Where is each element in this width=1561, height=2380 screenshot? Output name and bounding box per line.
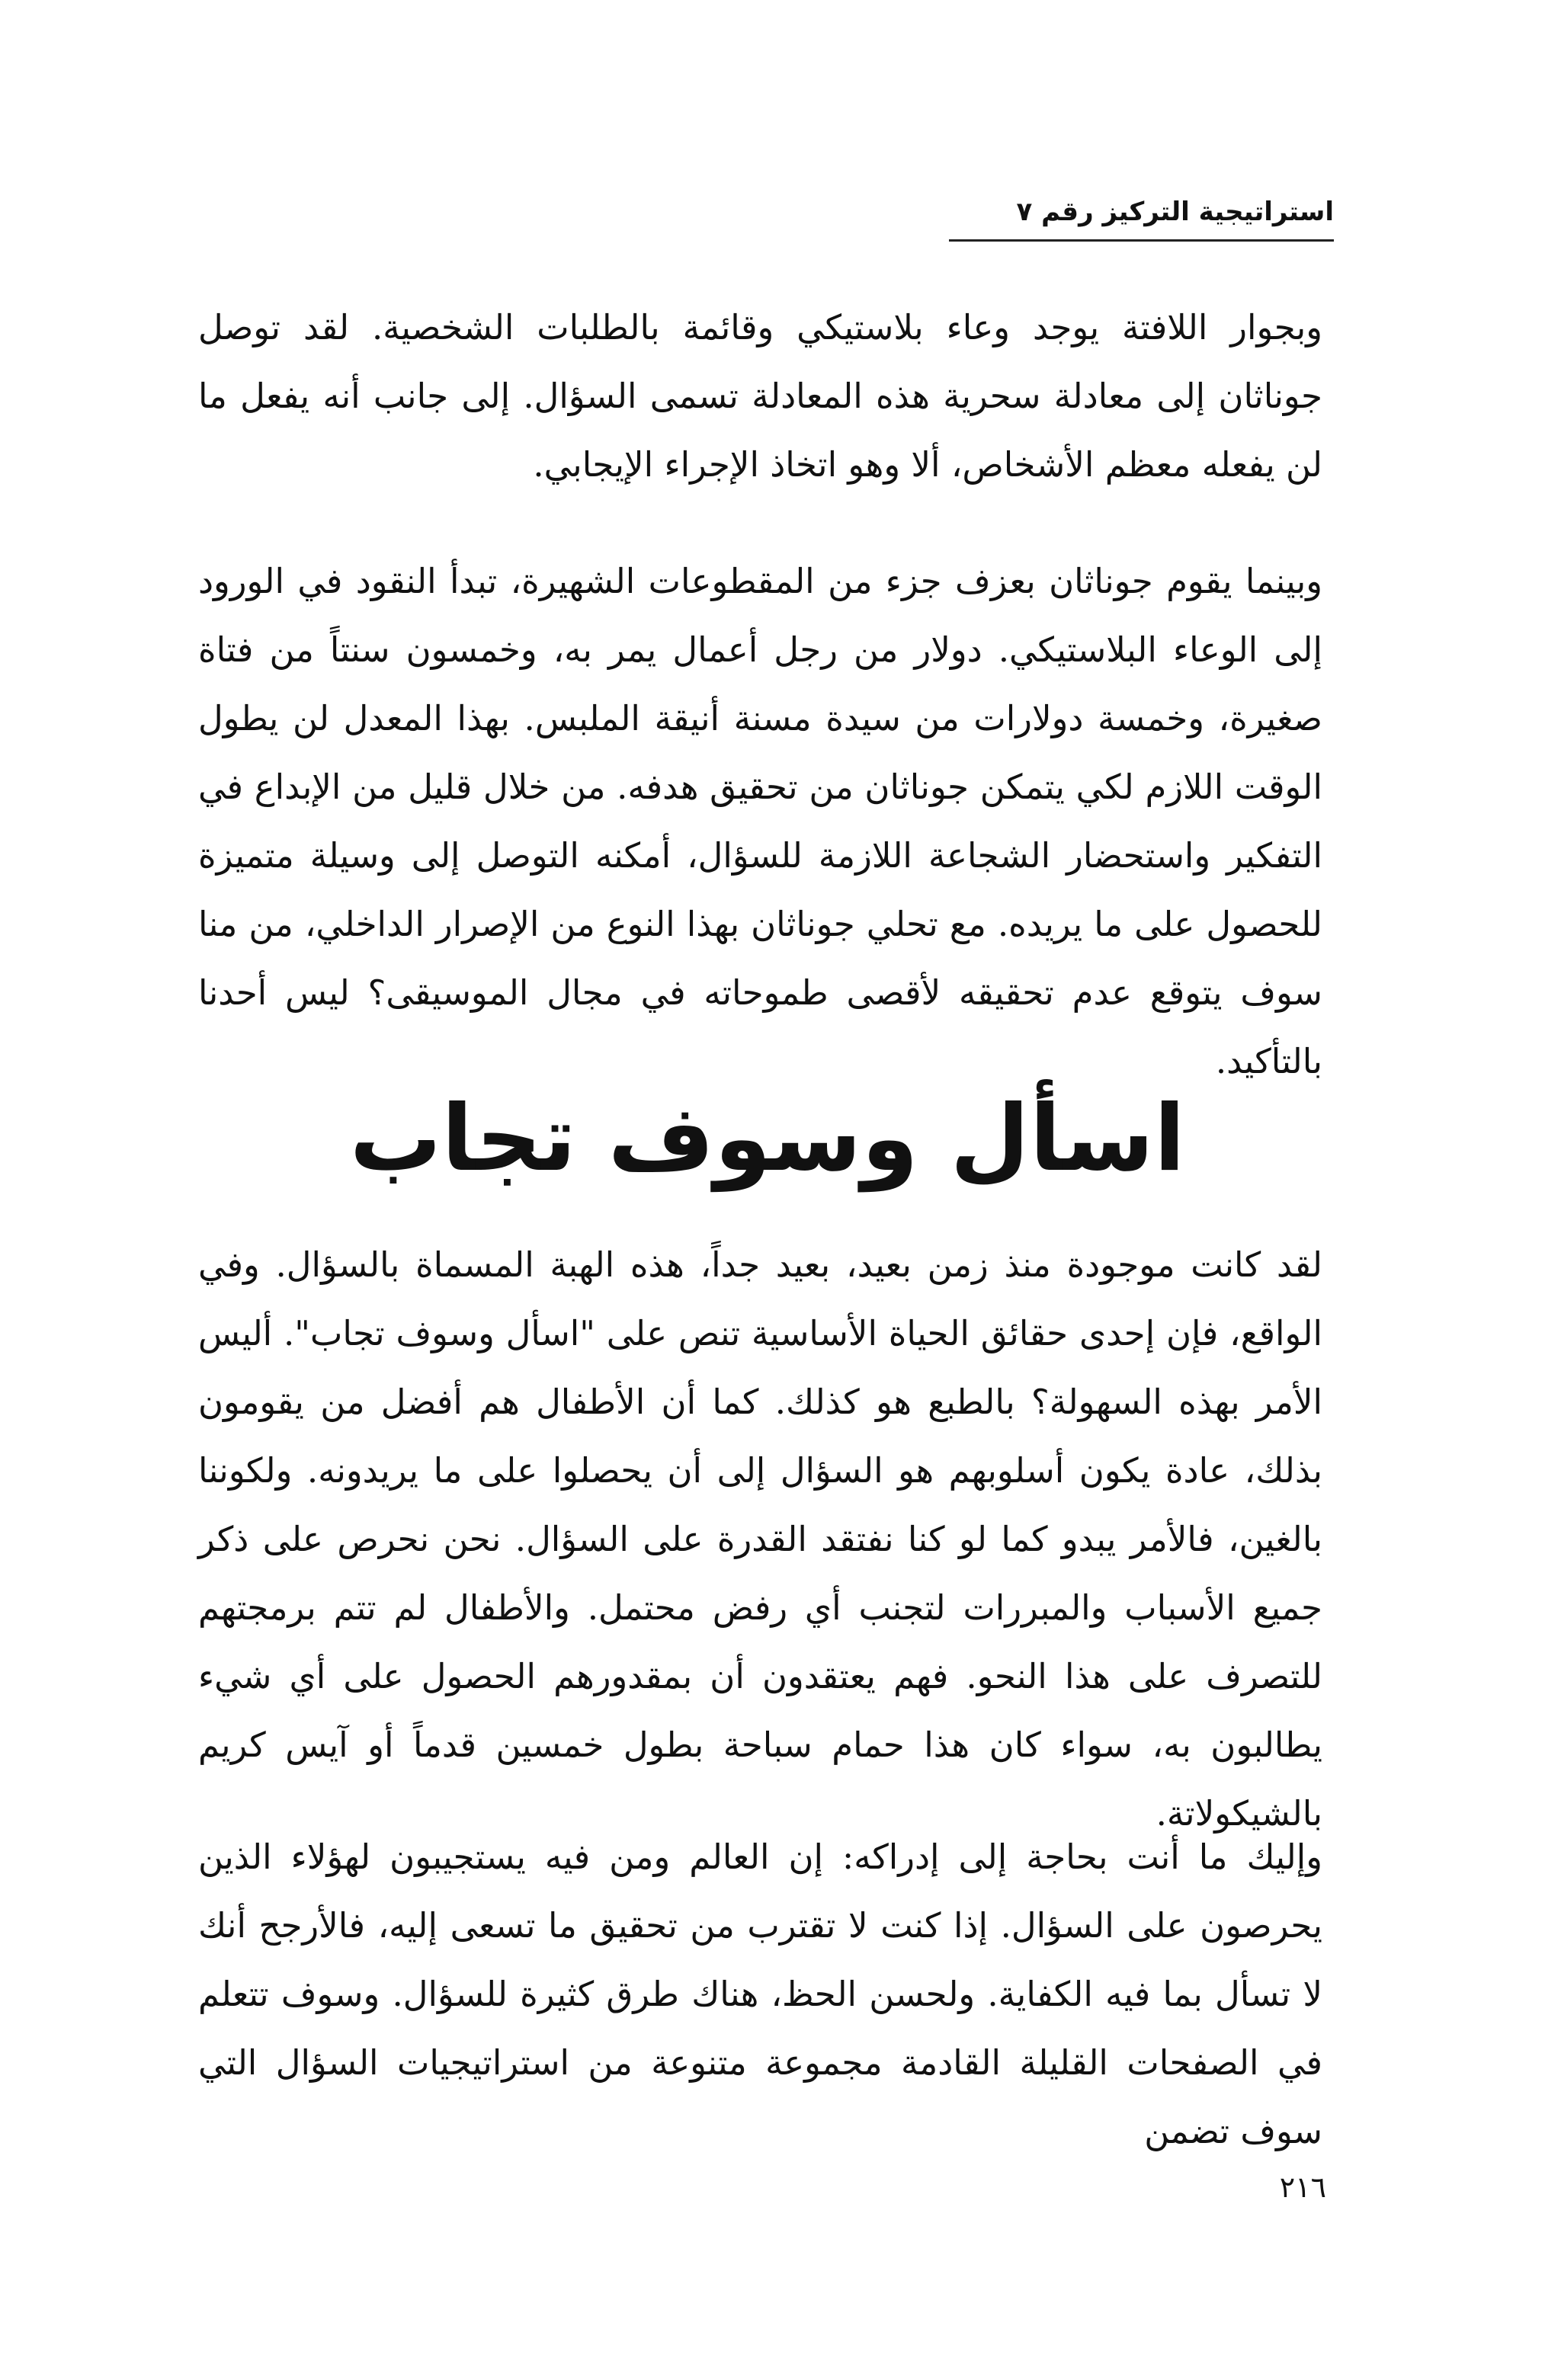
paragraph: وإليك ما أنت بحاجة إلى إدراكه: إن العالم ومن فيه يستجيبون لهؤلاء الذين يحرصون على السؤال. إذا كنت لا تقترب من تحقيق ما تسعى إليه، فالأرجح أنك لا تسأل بما فيه الكفاية. ولحسن الحظ، هناك طرق كثيرة للسؤال. وسوف تتعلم في الصفحات القليلة القادمة مجموعة متنوعة من استراتيجيات السؤال التي سوف تضمن [198, 1837, 1322, 2151]
running-header: استراتيجية التركيز رقم ٧ [949, 191, 1334, 242]
page-number: ٢١٦ [1279, 2170, 1326, 2204]
paragraph: وبينما يقوم جوناثان بعزف جزء من المقطوعات الشهيرة، تبدأ النقود في الورود إلى الوعاء البلاستيكي. دولار من رجل أعمال يمر به، وخمسون سنتاً من فتاة صغيرة، وخمسة دولارات من سيدة مسنة أنيقة الملبس. بهذا المعدل لن يطول الوقت اللازم لكي يتمكن جوناثان من تحقيق هدفه. من خلال قليل من الإبداع في التفكير واستحضار الشجاعة اللازمة للسؤال، أمكنه التوصل إلى وسيلة متميزة للحصول على ما يريده. مع تحلي جوناثان بهذا النوع من الإصرار الداخلي، من منا سوف يتوقع عدم تحقيقه لأقصى طموحاته في مجال الموسيقى؟ ليس أحدنا بالتأكيد. [198, 561, 1322, 1081]
paragraph: وبجوار اللافتة يوجد وعاء بلاستيكي وقائمة بالطلبات الشخصية. لقد توصل جوناثان إلى معادلة سحرية هذه المعادلة تسمى السؤال. إلى جانب أنه يفعل ما لن يفعله معظم الأشخاص، ألا وهو اتخاذ الإجراء الإيجابي. [198, 307, 1322, 485]
paragraph: لقد كانت موجودة منذ زمن بعيد، بعيد جداً، هذه الهبة المسماة بالسؤال. وفي الواقع، فإن إحدى حقائق الحياة الأساسية تنص على "اسأل وسوف تجاب". أليس الأمر بهذه السهولة؟ بالطبع هو كذلك. كما أن الأطفال هم أفضل من يقومون بذلك، عادة يكون أسلوبهم هو السؤال إلى أن يحصلوا على ما يريدونه. ولكوننا بالغين، فالأمر يبدو كما لو كنا نفتقد القدرة على السؤال. نحن نحرص على ذكر جميع الأسباب والمبررات لتجنب أي رفض محتمل. والأطفال لم تتم برمجتهم للتصرف على هذا النحو. فهم يعتقدون أن بمقدورهم الحصول على أي شيء يطالبون به، سواء كان هذا حمام سباحة بطول خمسين قدماً أو آيس كريم بالشيكولاتة. [198, 1244, 1322, 1834]
section-heading: اسأل وسوف تجاب [349, 1086, 1185, 1192]
